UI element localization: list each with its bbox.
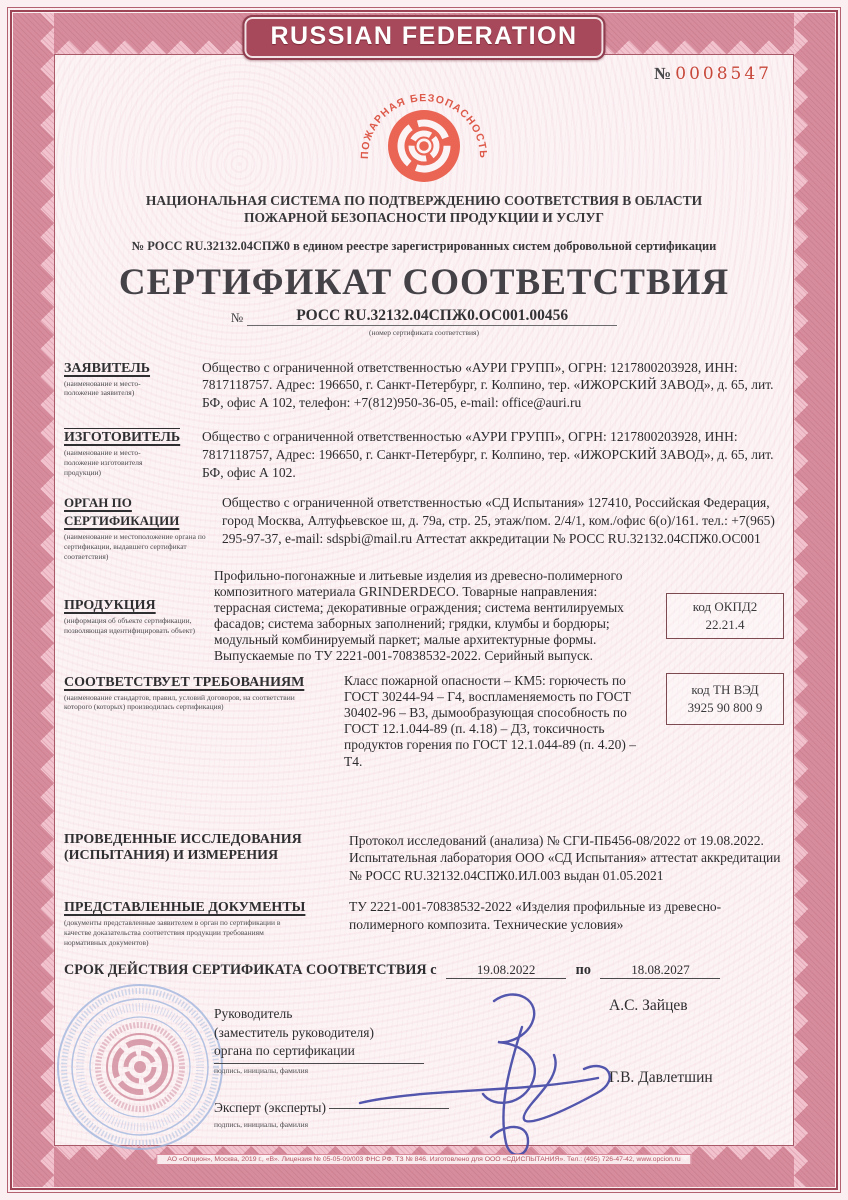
tnved-code-label: код ТН ВЭД — [691, 681, 759, 697]
section-cert-body — [64, 494, 784, 561]
form-serial-number — [654, 64, 772, 84]
research-label-line1: ПРОВЕДЕННЫЕ ИССЛЕДОВАНИЯ — [64, 831, 302, 847]
product-value: Профильно-погонажные и литьевые изделия из древесно-полимерного композитного материала GRINDERDECO. Товарные направления: террасная система; декоративные ограждения; система вентилируемых фасадов; система заборных заполнений; грядки, клумбы и бордюры; модульный комбинируемый паркет; малые архитектурные формы. Выпускаемые по ТУ 2221-001-70838532-2022. Серийный выпуск. — [214, 567, 624, 664]
serial-digits: 0008547 — [675, 64, 772, 84]
head-name: А.С. Зайцев — [609, 996, 688, 1014]
documents-value: ТУ 2221-001-70838532-2022 «Изделия профильные из древесно-полимерного композита. Технические условия» — [349, 899, 722, 932]
cert-body-caption: (наименование и местоположение органа по сертификации, выдавшего сертификат соответствия) — [64, 532, 206, 561]
printer-imprint: АО «Опцион», Москва, 2019 г., «В». Лицензия № 05-05-09/003 ФНС РФ. ТЗ № 846. Изготовлено для ООО «СДИСПЫТАНИЯ». Тел.: (495) 726-47-42, www.opcion.ru — [156, 1154, 691, 1165]
manufacturer-label-block — [64, 428, 202, 477]
tnved-code-box — [666, 673, 784, 725]
country-banner-label: RUSSIAN FEDERATION — [270, 22, 578, 50]
certificate-number-row — [64, 307, 784, 326]
registry-line: № РОСС RU.32132.04СПЖ0 в едином реестре зарегистрированных систем добровольной сертификации — [131, 238, 717, 253]
system-title-line2: ПОЖАРНОЙ БЕЗОПАСНОСТИ ПРОДУКЦИИ И УСЛУГ — [243, 210, 604, 226]
border-band-right — [794, 13, 835, 1187]
research-label-line2: (ИСПЫТАНИЯ) И ИЗМЕРЕНИЯ — [64, 847, 279, 863]
requirements-label-block — [64, 673, 344, 713]
cert-body-label: ОРГАН ПО СЕРТИФИКАЦИИ — [64, 495, 180, 529]
applicant-caption: (наименование и место-положение заявителя) — [64, 378, 141, 398]
logo-emblem — [388, 110, 460, 182]
head-role-line2: (заместитель руководителя) — [214, 1024, 374, 1040]
section-research — [64, 832, 784, 885]
section-manufacturer — [64, 428, 784, 482]
certification-stamp-icon — [50, 977, 230, 1157]
documents-caption: (документы представленные заявителем в орган по сертификации в качестве доказательства соответствия продукции требованиям нормативных документов) — [64, 918, 281, 947]
head-sign-caption: подпись, инициалы, фамилия — [214, 1066, 309, 1076]
okpd2-code-value: 22.21.4 — [705, 617, 745, 633]
documents-label-block — [64, 898, 349, 947]
section-product — [64, 568, 784, 665]
certificate-number: РОСС RU.32132.04СПЖ0.ОС001.00456 — [296, 306, 569, 324]
manufacturer-label: ИЗГОТОВИТЕЛЬ — [64, 430, 181, 446]
product-label: ПРОДУКЦИЯ — [64, 598, 156, 614]
research-value: Протокол исследований (анализа) № СГИ-ПБ456-08/2022 от 19.08.2022. Испытательная лаборатория ООО «СД Испытания» аттестат аккредитации № РОСС RU.32132.04СПЖ0.ИЛ.003 выдан 01.05.2021 — [349, 832, 781, 883]
requirements-label: СООТВЕТСТВУЕТ ТРЕБОВАНИЯМ — [64, 674, 305, 690]
validity-from-date: 19.08.2022 — [476, 961, 536, 977]
validity-from-label: с — [430, 961, 437, 978]
cert-body-value: Общество с ограниченной ответственностью «СД Испытания» 127410, Российская Федерация, город Москва, Алтуфьевское ш, д. 79а, стр. 25, этаж/пом. 2/4/1, ком./офис 6(о)/161. тел.: +7(965) 295-97-37, e-mail: sdspbi@mail.ru Аттестат аккредитации № РОСС RU.32132.04СПЖ0.ОС001 — [222, 495, 775, 547]
applicant-label-block — [64, 359, 202, 399]
handwritten-signature-icon — [344, 975, 644, 1155]
country-banner — [242, 15, 605, 60]
requirements-value: Класс пожарной опасности – КМ5: горючесть по ГОСТ 30244-94 – Г4, воспламеняемость по ГОСТ 30402-96 – В3, дымообразующая способность по ГОСТ 12.1.044-89 (п. 4.18) – Д3, токсичность продуктов горения по ГОСТ 12.1.044-89 (п. 4.20) – Т4. — [344, 672, 636, 769]
validity-to-date: 18.08.2027 — [631, 961, 690, 977]
research-label-block — [64, 832, 349, 864]
validity-to-label: по — [575, 961, 591, 978]
okpd2-code-label: код ОКПД2 — [692, 599, 758, 615]
expert-role: Эксперт (эксперты) — [214, 1099, 326, 1115]
certificate-number-prefix: № — [230, 309, 244, 325]
section-requirements — [64, 673, 784, 770]
fire-safety-logo-icon — [336, 82, 512, 186]
manufacturer-value: Общество с ограниченной ответственностью «АУРИ ГРУПП», ОГРН: 1217800203928, ИНН: 7817118757, Адрес: 196650, г. Санкт-Петербург, г. Колпино, тер. «ИЖОРСКИЙ ЗАВОД», д. 65, лит. БФ, офис А 102. — [202, 429, 774, 481]
system-title — [64, 192, 784, 227]
border-band-left — [13, 13, 54, 1187]
tnved-code-value: 3925 90 800 9 — [687, 699, 763, 715]
validity-label: СРОК ДЕЙСТВИЯ СЕРТИФИКАТА СООТВЕТСТВИЯ — [64, 961, 427, 978]
logo-arc-text: ПОЖАРНАЯ БЕЗОПАСНОСТЬ — [358, 92, 490, 160]
expert-name: Г.В. Давлетшин — [609, 1068, 713, 1086]
manufacturer-caption: (наименование и место-положение изготовителя продукции) — [64, 448, 143, 477]
product-label-block — [64, 596, 214, 636]
documents-label: ПРЕДСТАВЛЕННЫЕ ДОКУМЕНТЫ — [64, 900, 306, 916]
requirements-caption: (наименование стандартов, правил, условий договоров, на соответствии которого (которых) производилась сертификация) — [64, 692, 295, 712]
applicant-label: ЗАЯВИТЕЛЬ — [64, 360, 151, 376]
head-role-line1: Руководитель — [214, 1005, 293, 1021]
signature-block — [64, 991, 784, 1141]
section-documents — [64, 898, 784, 947]
section-applicant — [64, 359, 784, 413]
cert-body-label-block — [64, 494, 222, 561]
certificate-content — [64, 58, 784, 1146]
head-role-line3: органа по сертификации — [214, 1042, 424, 1064]
okpd2-code-box — [666, 593, 784, 639]
system-title-line1: НАЦИОНАЛЬНАЯ СИСТЕМА ПО ПОДТВЕРЖДЕНИЮ СООТВЕТСТВИЯ В ОБЛАСТИ — [145, 193, 703, 208]
numero-sign: № — [653, 64, 672, 83]
applicant-value: Общество с ограниченной ответственностью «АУРИ ГРУПП», ОГРН: 1217800203928, ИНН: 7817118757. Адрес: 196650, г. Санкт-Петербург, г. Колпино, тер. «ИЖОРСКИЙ ЗАВОД», д. 65, лит. БФ, офис А 102, телефон: +7(812)950-36-05, e-mail: office@auri.ru — [202, 359, 774, 411]
certificate-number-underline — [247, 307, 617, 326]
certificate-title: СЕРТИФИКАТ СООТВЕТСТВИЯ — [118, 261, 730, 303]
certificate-number-caption: (номер сертификата соответствия) — [369, 327, 479, 337]
expert-sign-caption: подпись, инициалы, фамилия — [214, 1119, 309, 1129]
product-caption: (информация об объекте сертификации, позволяющая идентифицировать объект) — [64, 616, 196, 636]
